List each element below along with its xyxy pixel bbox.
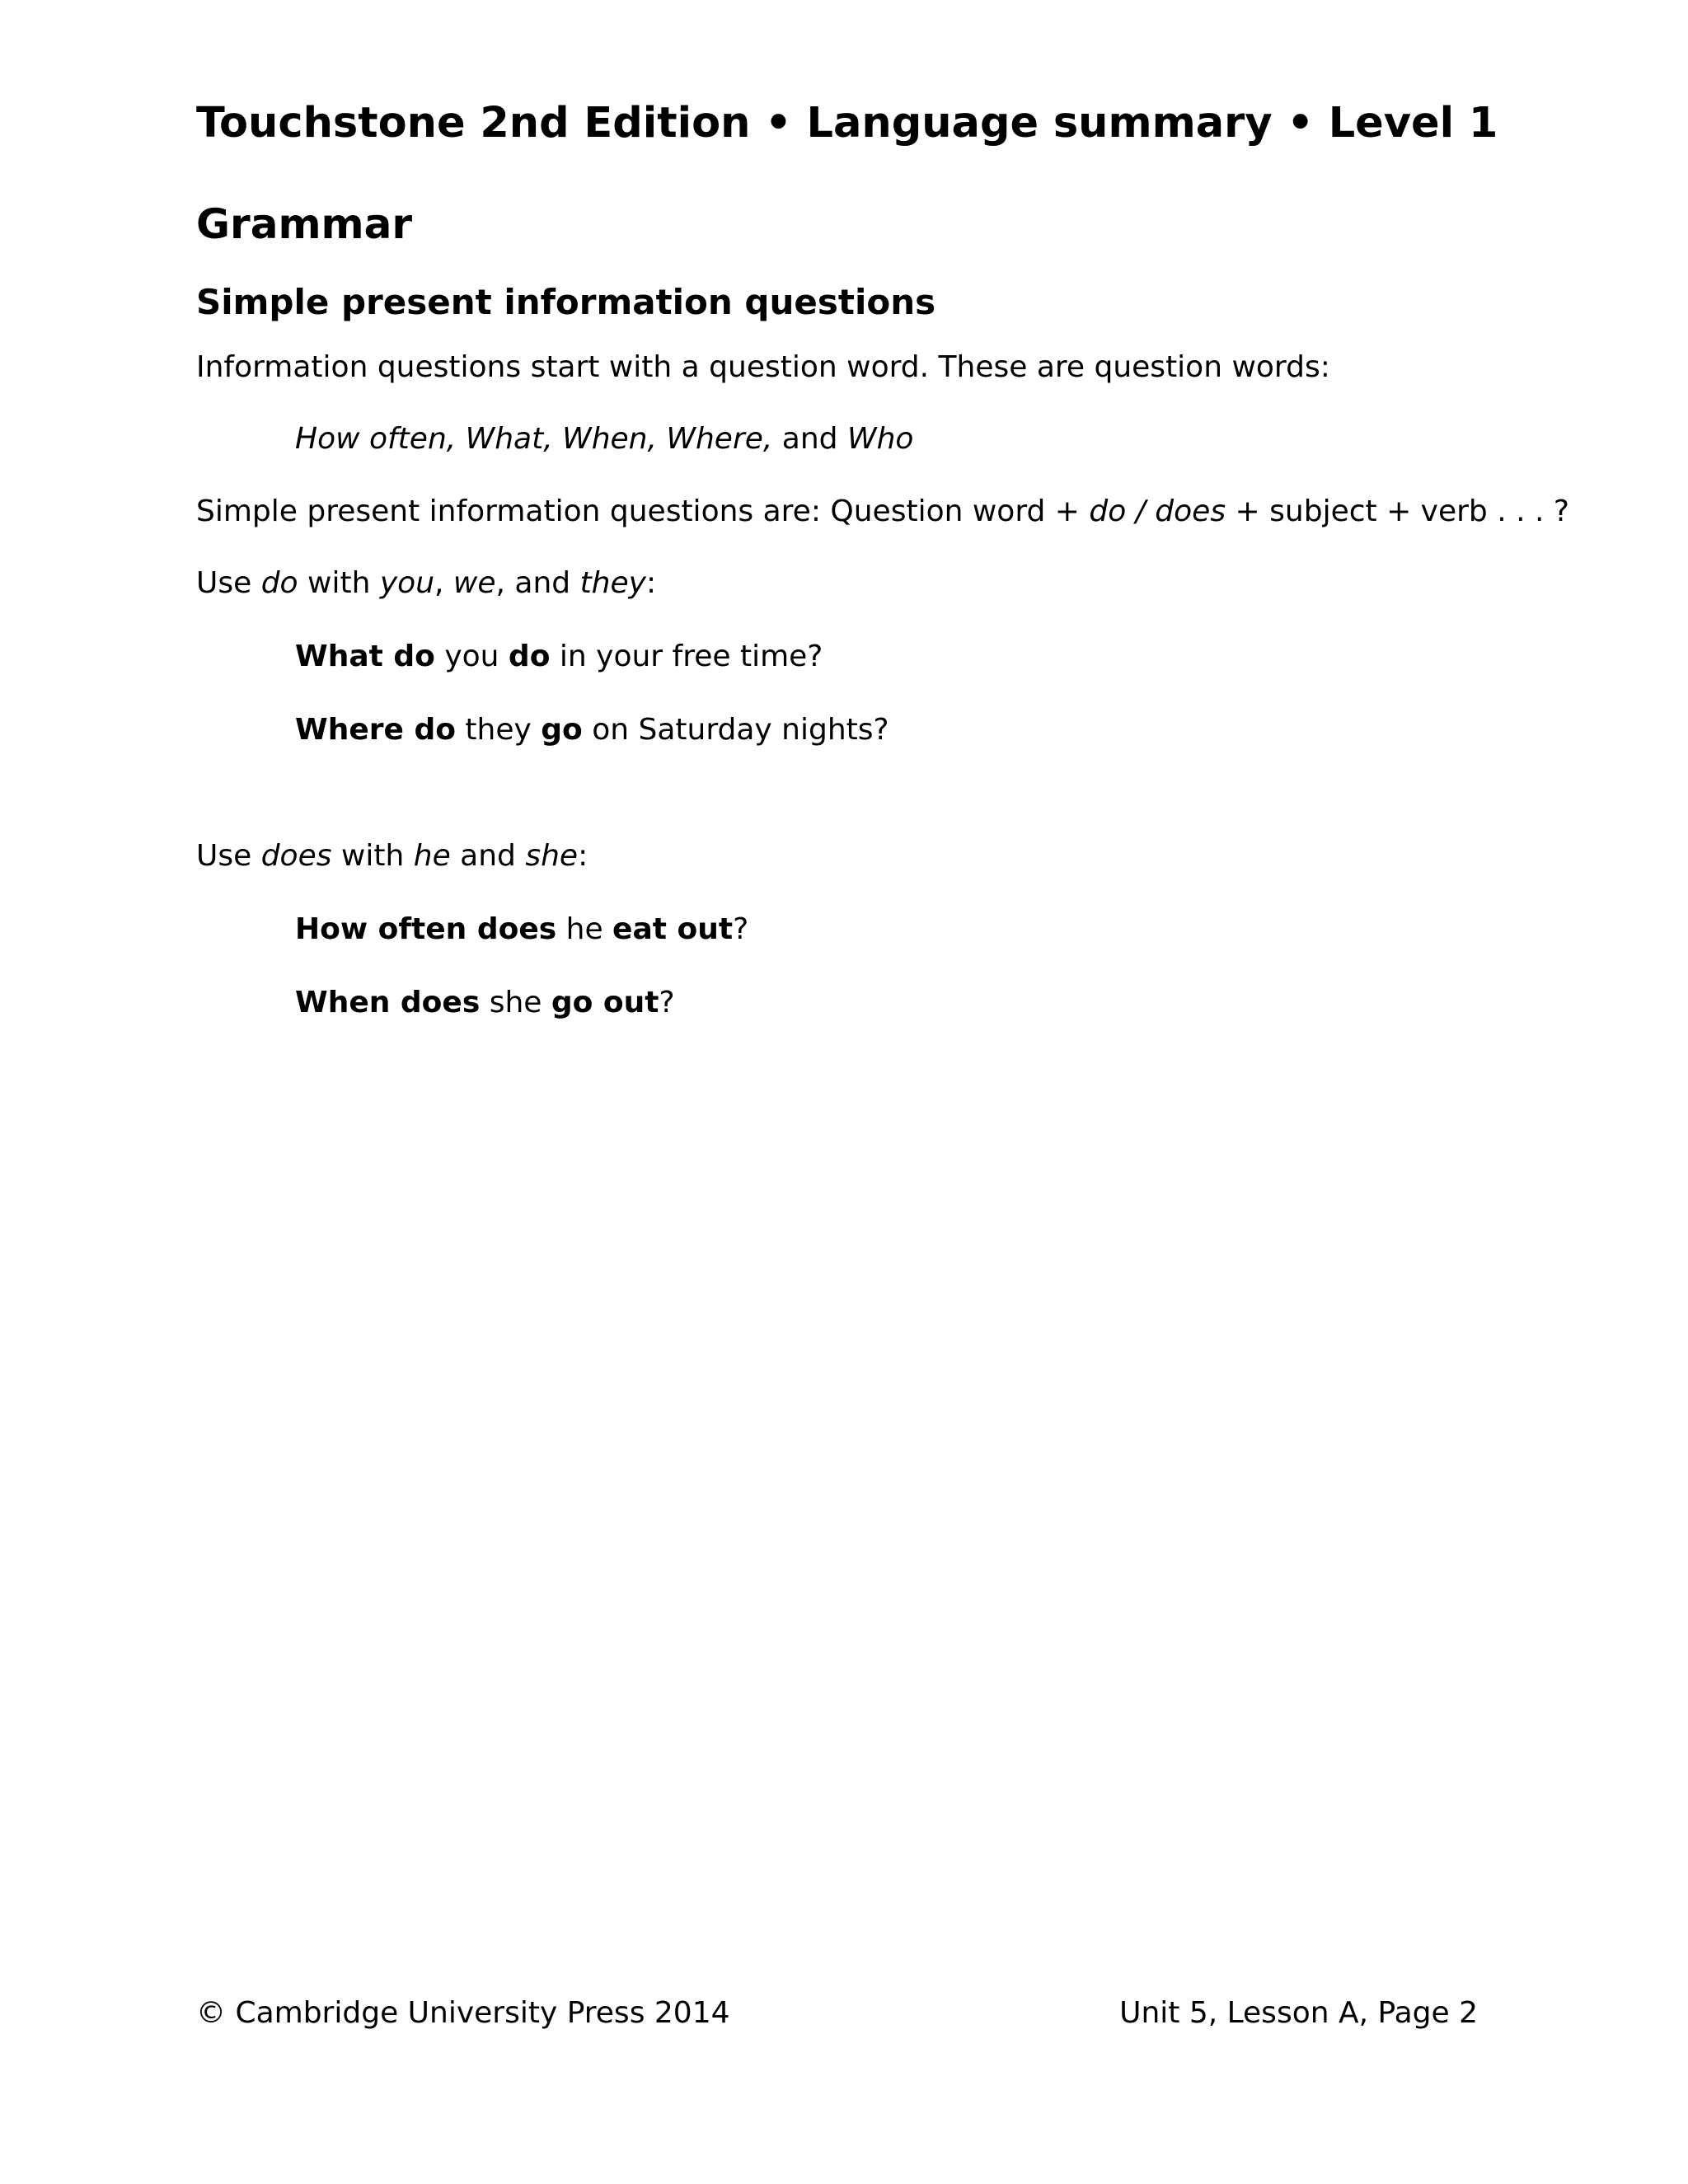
does-rule-end: : xyxy=(578,839,588,873)
pattern-suffix: + subject + verb . . . ? xyxy=(1226,494,1569,528)
does-example-2 xyxy=(295,985,675,1020)
do-example-2-verb: go xyxy=(541,713,583,747)
do-rule-pronoun-they: they xyxy=(579,566,646,600)
question-words-line xyxy=(295,421,913,457)
does-rule-line xyxy=(196,838,588,874)
do-rule-end: : xyxy=(645,566,657,600)
pattern-aux: do / does xyxy=(1089,494,1226,528)
does-rule-with: with xyxy=(331,839,414,873)
intro-text: Information questions start with a question word. These are question words: xyxy=(196,350,1330,384)
question-words-and: and xyxy=(772,422,847,456)
do-example-2 xyxy=(295,712,889,748)
subsection-heading: Simple present information questions xyxy=(196,282,936,322)
section-heading: Grammar xyxy=(196,200,413,248)
does-example-2-verb: go out xyxy=(551,986,659,1019)
does-rule-pronoun-she: she xyxy=(525,839,579,873)
pattern-prefix: Simple present information questions are: Question word + xyxy=(196,494,1090,528)
do-rule-pronoun-you: you xyxy=(379,566,435,600)
do-rule-with: with xyxy=(298,566,380,600)
do-rule-aux: do xyxy=(260,566,298,600)
footer-page-ref: Unit 5, Lesson A, Page 2 xyxy=(1119,1996,1478,2030)
does-example-2-rest: ? xyxy=(659,986,675,1019)
does-rule-and: and xyxy=(450,839,526,873)
does-rule-pronoun-he: he xyxy=(413,839,451,873)
do-example-2-question: Where do xyxy=(295,713,456,747)
do-example-1-rest: in your free time? xyxy=(550,640,823,673)
do-example-2-rest: on Saturday nights? xyxy=(582,713,889,747)
does-rule-use: Use xyxy=(196,839,261,873)
footer-copyright: © Cambridge University Press 2014 xyxy=(196,1996,730,2030)
do-example-2-subject: they xyxy=(455,713,542,747)
do-rule-line xyxy=(196,565,656,601)
question-words-last: Who xyxy=(846,422,914,456)
do-example-1-question: What do xyxy=(295,640,435,673)
does-example-1-subject: he xyxy=(556,912,613,946)
do-example-1-subject: you xyxy=(434,640,509,673)
question-words-list: How often, What, When, Where, xyxy=(295,422,773,456)
pattern-line xyxy=(196,494,1569,529)
do-rule-use: Use xyxy=(196,566,261,600)
does-example-1-question: How often does xyxy=(295,912,557,946)
document-title: Touchstone 2nd Edition • Language summary • Level 1 xyxy=(196,99,1498,148)
does-example-2-subject: she xyxy=(480,986,551,1019)
do-rule-pronoun-we: we xyxy=(452,566,496,600)
does-example-1 xyxy=(295,912,748,947)
do-example-1-verb: do xyxy=(508,640,551,673)
do-rule-sep2: , and xyxy=(495,566,580,600)
do-rule-sep1: , xyxy=(434,566,453,600)
does-rule-aux: does xyxy=(260,839,332,873)
does-example-1-rest: ? xyxy=(733,912,749,946)
does-example-1-verb: eat out xyxy=(612,912,734,946)
do-example-1 xyxy=(295,639,823,674)
does-example-2-question: When does xyxy=(295,986,481,1019)
